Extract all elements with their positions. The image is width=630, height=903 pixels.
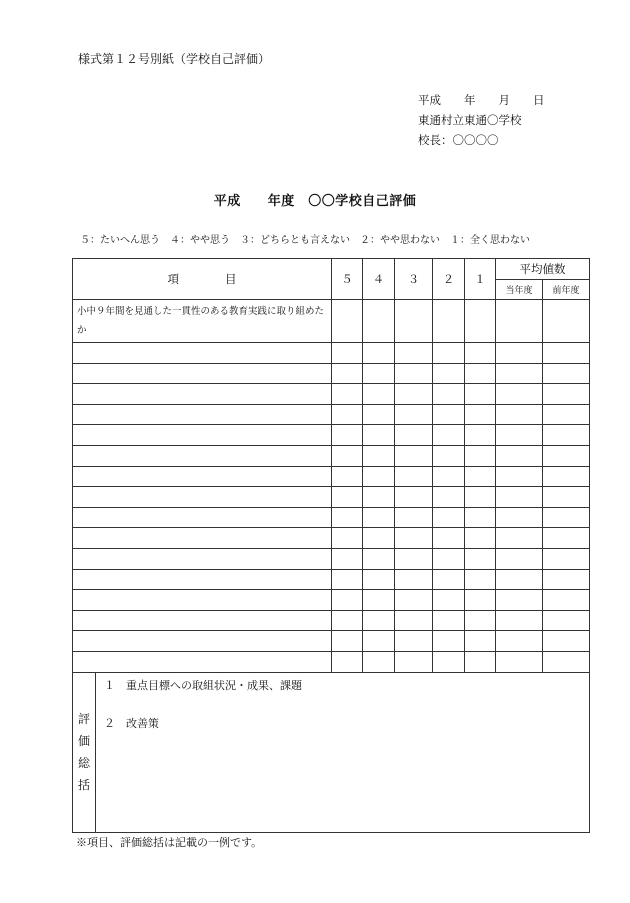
average-cell [496, 445, 543, 466]
item-cell [73, 569, 332, 590]
summary-label-char: 価 [77, 734, 90, 748]
rating-cell [433, 507, 465, 528]
rating-cell [395, 569, 433, 590]
rating-cell [465, 651, 496, 672]
rating-cell [433, 651, 465, 672]
rating-cell [363, 445, 395, 466]
table-row [73, 610, 590, 631]
rating-cell [395, 487, 433, 508]
rating-scale-legend: ５：たいへん思う ４：やや思う ３：どちらとも言えない ２：やや思わない １：全く思わない [80, 235, 530, 246]
rating-cell [433, 300, 465, 343]
average-cell [496, 487, 543, 508]
footnote: ※項目、評価総括は記載の一例です。 [76, 836, 263, 849]
rating-cell [363, 590, 395, 611]
rating-cell [363, 610, 395, 631]
item-column-header: 項 目 [73, 259, 332, 300]
summary-label-char: 括 [77, 778, 90, 792]
summary-item: ２ 改善策 [104, 716, 159, 730]
table-row [73, 343, 590, 364]
average-cell [496, 610, 543, 631]
rating-cell [363, 548, 395, 569]
average-cell [543, 631, 590, 652]
item-cell [73, 487, 332, 508]
item-cell [73, 363, 332, 384]
rating-cell [465, 569, 496, 590]
table-header-row [73, 259, 590, 280]
rating-cell [433, 404, 465, 425]
rating-cell [395, 507, 433, 528]
rating-5-header: ５ [332, 259, 363, 300]
rating-cell [433, 548, 465, 569]
rating-cell [363, 466, 395, 487]
rating-cell [332, 610, 363, 631]
average-cell [496, 384, 543, 405]
rating-cell [332, 384, 363, 405]
average-cell [496, 590, 543, 611]
table-row [73, 590, 590, 611]
rating-cell [332, 300, 363, 343]
rating-cell [363, 343, 395, 364]
table-row [73, 528, 590, 549]
rating-cell [433, 425, 465, 446]
average-cell [543, 487, 590, 508]
average-cell [496, 569, 543, 590]
rating-cell [363, 631, 395, 652]
rating-cell [395, 300, 433, 343]
rating-cell [332, 631, 363, 652]
rating-cell [433, 363, 465, 384]
rating-cell [395, 363, 433, 384]
rating-cell [465, 343, 496, 364]
table-row [73, 384, 590, 405]
average-cell [496, 343, 543, 364]
rating-cell [363, 487, 395, 508]
rating-cell [465, 300, 496, 343]
item-cell [73, 528, 332, 549]
rating-cell [332, 404, 363, 425]
item-cell [73, 507, 332, 528]
average-cell [496, 548, 543, 569]
item-cell [73, 425, 332, 446]
item-cell [73, 445, 332, 466]
item-cell [73, 384, 332, 405]
rating-2-header: ２ [433, 259, 465, 300]
rating-cell [465, 610, 496, 631]
rating-cell [433, 528, 465, 549]
rating-cell [433, 466, 465, 487]
rating-cell [363, 528, 395, 549]
evaluation-table [72, 258, 590, 833]
rating-cell [433, 343, 465, 364]
rating-cell [465, 363, 496, 384]
rating-cell [332, 363, 363, 384]
average-cell [543, 445, 590, 466]
average-cell [543, 590, 590, 611]
rating-cell [363, 651, 395, 672]
table-row [73, 569, 590, 590]
rating-cell [395, 528, 433, 549]
rating-cell [332, 343, 363, 364]
rating-cell [363, 300, 395, 343]
average-cell [496, 528, 543, 549]
previous-year-header: 前年度 [543, 280, 590, 300]
average-cell [543, 300, 590, 343]
rating-cell [465, 590, 496, 611]
rating-cell [433, 384, 465, 405]
table-row [73, 300, 590, 343]
summary-label [73, 672, 96, 832]
rating-3-header: ３ [395, 259, 433, 300]
item-cell [73, 343, 332, 364]
rating-cell [395, 610, 433, 631]
rating-cell [433, 631, 465, 652]
rating-cell [433, 569, 465, 590]
rating-cell [363, 425, 395, 446]
item-cell [73, 651, 332, 672]
rating-cell [332, 590, 363, 611]
average-header: 平均値数 [496, 259, 590, 280]
rating-cell [465, 425, 496, 446]
summary-row [73, 672, 590, 832]
rating-cell [395, 425, 433, 446]
rating-cell [465, 445, 496, 466]
average-cell [543, 507, 590, 528]
table-row [73, 466, 590, 487]
rating-cell [433, 487, 465, 508]
rating-cell [395, 651, 433, 672]
rating-cell [332, 569, 363, 590]
table-row [73, 507, 590, 528]
rating-cell [332, 466, 363, 487]
average-cell [496, 363, 543, 384]
rating-cell [395, 631, 433, 652]
rating-cell [363, 363, 395, 384]
rating-cell [465, 528, 496, 549]
average-cell [496, 651, 543, 672]
table-row [73, 425, 590, 446]
rating-cell [395, 384, 433, 405]
item-cell [73, 631, 332, 652]
rating-cell [465, 384, 496, 405]
average-cell [543, 610, 590, 631]
rating-cell [395, 445, 433, 466]
item-cell [73, 610, 332, 631]
summary-item: １ 重点目標への取組状況・成果、課題 [104, 678, 302, 692]
average-cell [543, 466, 590, 487]
rating-cell [395, 404, 433, 425]
average-cell [543, 343, 590, 364]
rating-cell [395, 466, 433, 487]
average-cell [543, 528, 590, 549]
rating-cell [465, 631, 496, 652]
average-cell [543, 384, 590, 405]
table-row [73, 487, 590, 508]
average-cell [496, 404, 543, 425]
table-row [73, 363, 590, 384]
rating-cell [332, 548, 363, 569]
average-cell [543, 425, 590, 446]
rating-cell [363, 507, 395, 528]
rating-cell [332, 425, 363, 446]
average-cell [543, 363, 590, 384]
item-cell: 小中９年間を見通した一貫性のある教育実践に取り組めたか [73, 300, 332, 343]
rating-cell [465, 466, 496, 487]
rating-cell [395, 343, 433, 364]
table-row [73, 631, 590, 652]
rating-4-header: ４ [363, 259, 395, 300]
average-cell [543, 569, 590, 590]
school-name: 東通村立東通〇学校 [418, 113, 522, 127]
table-row [73, 404, 590, 425]
rating-cell [363, 569, 395, 590]
rating-cell [465, 548, 496, 569]
table-row [73, 651, 590, 672]
principal-name: 校長：〇〇〇〇 [418, 133, 499, 147]
rating-cell [465, 507, 496, 528]
table-row [73, 548, 590, 569]
document-meta [418, 90, 545, 150]
item-cell [73, 548, 332, 569]
average-cell [496, 631, 543, 652]
rating-cell [363, 384, 395, 405]
rating-cell [395, 548, 433, 569]
summary-content [96, 672, 590, 832]
rating-cell [332, 651, 363, 672]
rating-cell [332, 507, 363, 528]
average-cell [496, 425, 543, 446]
rating-1-header: １ [465, 259, 496, 300]
rating-cell [363, 404, 395, 425]
average-cell [496, 507, 543, 528]
summary-label-char: 評 [77, 712, 90, 726]
rating-cell [395, 590, 433, 611]
rating-cell [332, 487, 363, 508]
item-cell [73, 404, 332, 425]
rating-cell [332, 445, 363, 466]
rating-cell [433, 610, 465, 631]
average-cell [543, 651, 590, 672]
item-cell [73, 466, 332, 487]
table-row [73, 445, 590, 466]
rating-cell [433, 445, 465, 466]
rating-cell [465, 487, 496, 508]
rating-cell [465, 404, 496, 425]
average-cell [496, 466, 543, 487]
rating-cell [332, 528, 363, 549]
document-title: 平成 年度 〇〇学校自己評価 [213, 194, 417, 209]
average-cell [496, 300, 543, 343]
average-cell [543, 404, 590, 425]
form-number: 様式第１２号別紙（学校自己評価） [78, 52, 271, 66]
average-cell [543, 548, 590, 569]
date-field: 平成 年 月 日 [418, 93, 545, 107]
rating-cell [433, 590, 465, 611]
current-year-header: 当年度 [496, 280, 543, 300]
summary-label-char: 総 [77, 756, 90, 770]
item-cell [73, 590, 332, 611]
